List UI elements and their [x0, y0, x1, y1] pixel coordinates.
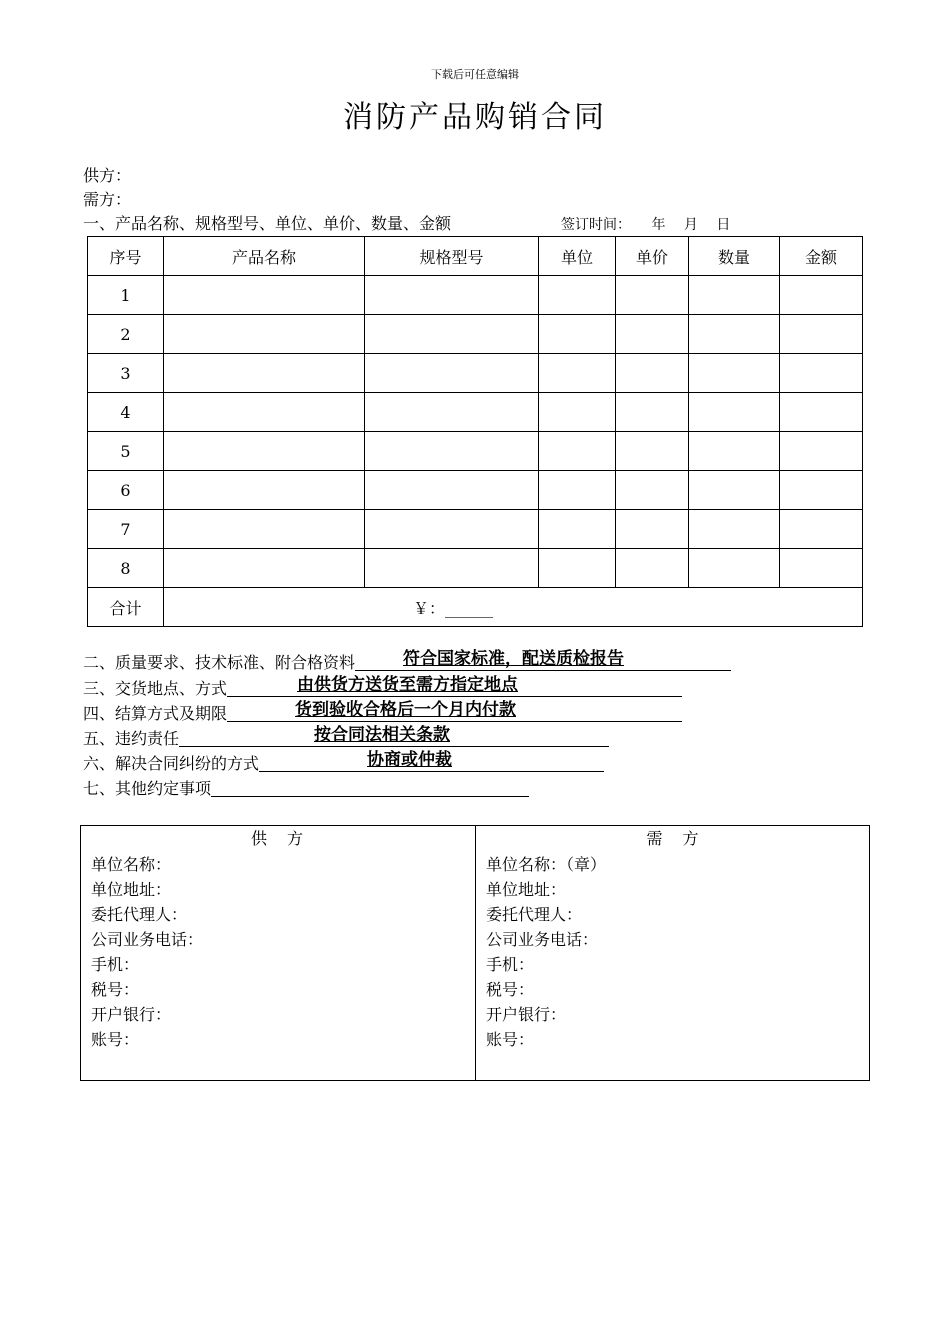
supplier-line: 供方： [83, 166, 132, 185]
table-cell[interactable] [616, 510, 689, 549]
buyer-field: 公司业务电话： [486, 930, 599, 949]
sign-date [561, 214, 730, 234]
supplier-heading: 供 方 [250, 829, 305, 848]
table-cell[interactable] [616, 471, 689, 510]
table-cell[interactable] [689, 510, 780, 549]
table-cell[interactable] [164, 315, 365, 354]
table-cell[interactable] [539, 549, 616, 588]
col-header: 金额 [780, 237, 863, 276]
clause-6 [83, 750, 604, 775]
row-number: 5 [88, 432, 164, 471]
clause-fill-line[interactable] [211, 778, 529, 797]
clause-fill-line[interactable] [355, 649, 731, 671]
table-cell[interactable] [365, 315, 539, 354]
supplier-column [81, 826, 476, 1080]
table-cell[interactable] [365, 354, 539, 393]
table-cell[interactable] [616, 393, 689, 432]
clause-value: 按合同法相关条款 [314, 725, 451, 745]
total-currency: ￥： [412, 598, 445, 618]
table-cell[interactable] [780, 315, 863, 354]
row-number: 3 [88, 354, 164, 393]
table-cell[interactable] [616, 354, 689, 393]
clause-value: 由供货方送货至需方指定地点 [297, 675, 519, 695]
supplier-field: 单位地址： [91, 880, 172, 899]
buyer-field: 开户银行： [486, 1005, 567, 1024]
section1-heading: 一、产品名称、规格型号、单位、单价、数量、金额 [83, 214, 452, 233]
buyer-field: 税号： [486, 980, 535, 999]
clause-value: 协商或仲裁 [367, 750, 453, 770]
table-cell[interactable] [164, 471, 365, 510]
table-header-row [88, 237, 863, 276]
table-cell[interactable] [539, 393, 616, 432]
table-cell[interactable] [780, 510, 863, 549]
row-number: 7 [88, 510, 164, 549]
table-cell[interactable] [616, 432, 689, 471]
col-header: 单价 [616, 237, 689, 276]
table-cell[interactable] [164, 432, 365, 471]
col-header: 数量 [689, 237, 780, 276]
table-cell[interactable] [164, 354, 365, 393]
row-number: 1 [88, 276, 164, 315]
table-cell[interactable] [616, 276, 689, 315]
table-cell[interactable] [689, 471, 780, 510]
buyer-field: 单位名称：（章） [486, 855, 607, 874]
table-cell[interactable] [539, 315, 616, 354]
buyer-field: 单位地址： [486, 880, 567, 899]
clause-fill-line[interactable] [227, 700, 682, 722]
buyer-heading: 需 方 [646, 829, 701, 848]
clause-label: 三、交货地点、方式 [83, 679, 228, 698]
table-cell[interactable] [365, 393, 539, 432]
clause-fill-line[interactable] [179, 725, 609, 747]
table-row [88, 354, 863, 393]
total-amount-cell[interactable] [164, 588, 863, 627]
table-cell[interactable] [365, 549, 539, 588]
table-cell[interactable] [689, 393, 780, 432]
col-header: 单位 [539, 237, 616, 276]
clause-label: 七、其他约定事项 [83, 779, 212, 798]
buyer-column [476, 826, 871, 1080]
clause-4 [83, 700, 682, 725]
table-cell[interactable] [365, 276, 539, 315]
clause-label: 六、解决合同纠纷的方式 [83, 754, 260, 773]
table-row [88, 549, 863, 588]
total-amount-blank: ______ [445, 598, 493, 618]
clause-fill-line[interactable] [259, 750, 604, 772]
buyer-field: 账号： [486, 1030, 535, 1049]
table-cell[interactable] [539, 471, 616, 510]
table-cell[interactable] [539, 354, 616, 393]
table-cell[interactable] [689, 432, 780, 471]
clause-7 [83, 778, 529, 800]
clause-label: 五、违约责任 [83, 729, 180, 748]
row-number: 6 [88, 471, 164, 510]
supplier-field: 开户银行： [91, 1005, 172, 1024]
buyer-field: 手机： [486, 955, 535, 974]
clause-value: 符合国家标准，配送质检报告 [403, 649, 625, 669]
table-cell[interactable] [689, 354, 780, 393]
table-total-row [88, 588, 863, 627]
supplier-field: 税号： [91, 980, 140, 999]
table-cell[interactable] [164, 393, 365, 432]
clause-label: 二、质量要求、技术标准、附合格资料 [83, 653, 356, 672]
table-cell[interactable] [365, 432, 539, 471]
col-header: 产品名称 [164, 237, 365, 276]
clause-3 [83, 675, 682, 700]
sign-time-label: 签订时间： [561, 217, 631, 233]
table-cell[interactable] [616, 315, 689, 354]
supplier-field: 委托代理人： [91, 905, 188, 924]
table-cell[interactable] [780, 393, 863, 432]
table-row [88, 315, 863, 354]
clause-5 [83, 725, 609, 750]
table-cell[interactable] [365, 471, 539, 510]
row-number: 8 [88, 549, 164, 588]
table-cell[interactable] [616, 549, 689, 588]
signature-block [80, 825, 870, 1081]
table-cell[interactable] [689, 315, 780, 354]
supplier-field: 公司业务电话： [91, 930, 204, 949]
buyer-line: 需方： [83, 190, 132, 209]
table-row [88, 510, 863, 549]
clause-label: 四、结算方式及期限 [83, 704, 228, 723]
product-table [87, 236, 863, 627]
table-row [88, 432, 863, 471]
table-cell[interactable] [365, 510, 539, 549]
table-cell[interactable] [164, 549, 365, 588]
table-row [88, 471, 863, 510]
table-cell[interactable] [164, 510, 365, 549]
table-cell[interactable] [539, 510, 616, 549]
download-note: 下载后可任意编辑 [431, 68, 519, 81]
total-label: 合计 [88, 588, 164, 627]
sign-year: 年 [651, 217, 666, 233]
table-cell[interactable] [689, 549, 780, 588]
clause-2 [83, 649, 731, 674]
table-cell[interactable] [539, 432, 616, 471]
col-header: 序号 [88, 237, 164, 276]
table-row [88, 276, 863, 315]
col-header: 规格型号 [365, 237, 539, 276]
table-cell[interactable] [780, 432, 863, 471]
table-cell[interactable] [539, 276, 616, 315]
table-cell[interactable] [164, 276, 365, 315]
row-number: 2 [88, 315, 164, 354]
clause-value: 货到验收合格后一个月内付款 [295, 700, 517, 720]
row-number: 4 [88, 393, 164, 432]
clause-fill-line[interactable] [227, 675, 682, 697]
table-cell[interactable] [780, 276, 863, 315]
table-row [88, 393, 863, 432]
table-cell[interactable] [780, 549, 863, 588]
supplier-field: 手机： [91, 955, 140, 974]
table-cell[interactable] [780, 471, 863, 510]
sign-month: 月 [683, 217, 698, 233]
supplier-field: 单位名称： [91, 855, 172, 874]
table-cell[interactable] [689, 276, 780, 315]
sign-day: 日 [716, 217, 731, 233]
buyer-field: 委托代理人： [486, 905, 583, 924]
contract-title: 消防产品购销合同 [343, 100, 607, 135]
supplier-field: 账号： [91, 1030, 140, 1049]
table-cell[interactable] [780, 354, 863, 393]
